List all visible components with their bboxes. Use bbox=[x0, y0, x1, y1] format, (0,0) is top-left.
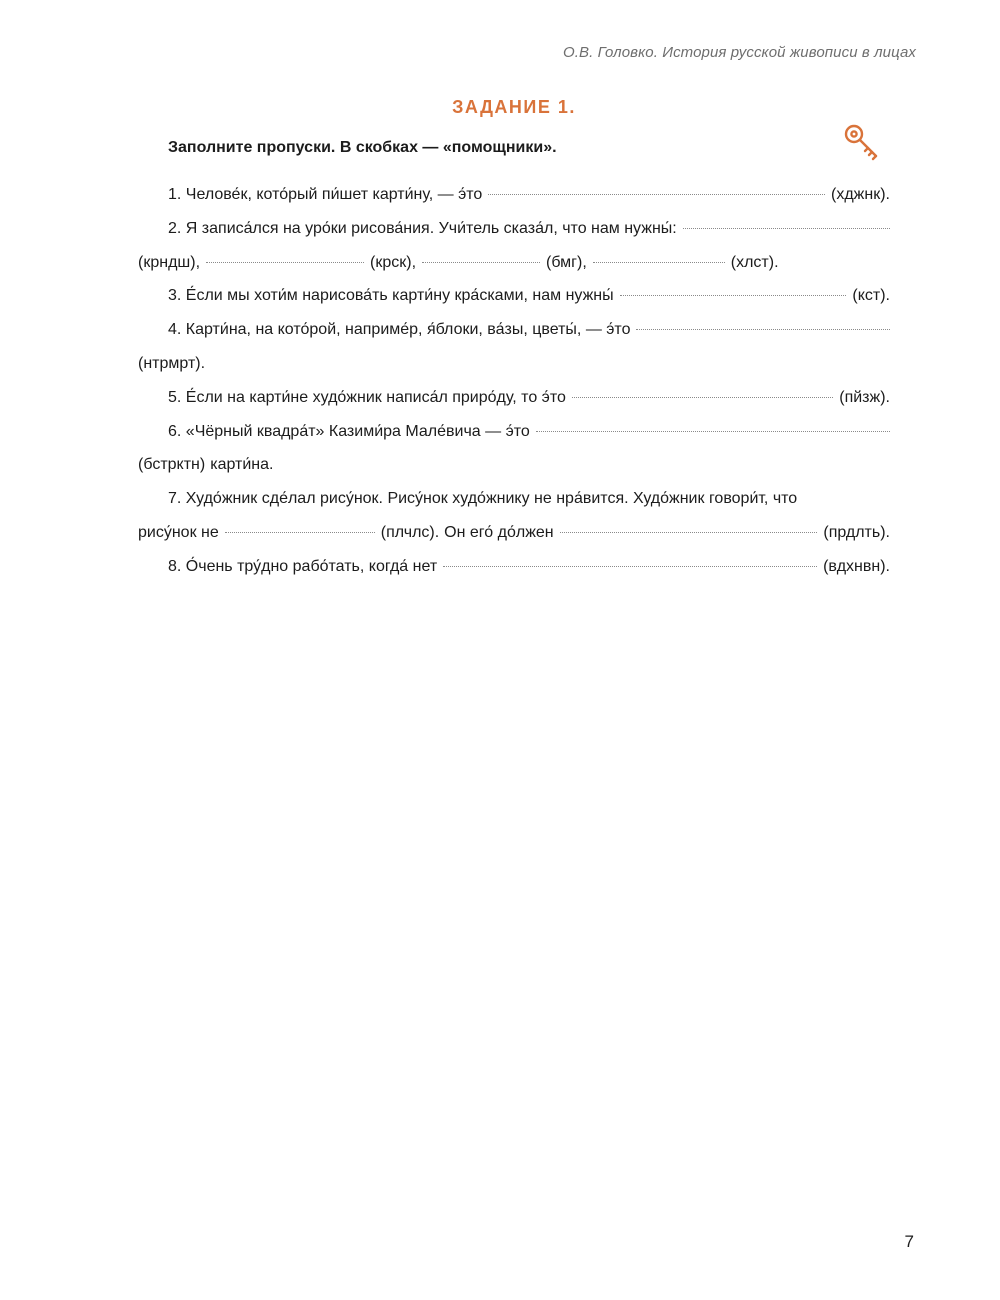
exercise-item-7 bbox=[138, 482, 890, 516]
item-text: 4. Карти́на, на кото́рой, наприме́р, я́блоки, ва́зы, цветы́, — э́то bbox=[168, 321, 631, 339]
answer-blank[interactable] bbox=[225, 532, 375, 533]
exercise-list bbox=[138, 178, 890, 584]
exercise-item-4 bbox=[138, 313, 890, 347]
exercise-item-2-continued bbox=[138, 246, 890, 280]
hint-text: (нтрмрт). bbox=[138, 354, 206, 372]
task-title: ЗАДАНИЕ 1. bbox=[452, 97, 576, 117]
exercise-item-8 bbox=[138, 550, 890, 584]
page-number: 7 bbox=[904, 1232, 914, 1251]
hint-text: (бстрктн) bbox=[138, 456, 206, 474]
answer-blank[interactable] bbox=[206, 262, 364, 263]
item-text: 1. Челове́к, кото́рый пи́шет карти́ну, — э́то bbox=[168, 186, 483, 203]
task-instruction: Заполните пропуски. В скобках — «помощники». bbox=[168, 139, 557, 156]
exercise-item-7-continued bbox=[138, 516, 890, 550]
exercise-item-3 bbox=[138, 279, 890, 313]
hint-text: (прдлть). bbox=[823, 523, 890, 541]
hint-text: (вдхнвн). bbox=[823, 557, 890, 575]
item-text: 2. Я записа́лся на уро́ки рисова́ния. Учи́тель сказа́л, что нам нужны́: bbox=[168, 219, 677, 237]
hint-text: (пйзж). bbox=[839, 388, 890, 406]
exercise-item-1 bbox=[138, 178, 890, 212]
hint-text: (бмг), bbox=[546, 253, 587, 271]
answer-blank[interactable] bbox=[443, 566, 817, 567]
item-text: 8. О́чень тру́дно рабо́тать, когда́ нет bbox=[168, 557, 438, 575]
exercise-item-6 bbox=[138, 415, 890, 449]
answer-blank[interactable] bbox=[560, 532, 818, 533]
answer-blank[interactable] bbox=[572, 397, 833, 398]
hint-text: (хджнк). bbox=[831, 186, 890, 203]
exercise-item-4-continued bbox=[138, 347, 890, 381]
hint-text: (крск), bbox=[370, 253, 417, 271]
item-text: 3. Е́сли мы хоти́м нарисова́ть карти́ну кра́сками, нам нужны́ bbox=[168, 287, 614, 305]
exercise-item-2 bbox=[138, 212, 890, 246]
answer-blank[interactable] bbox=[593, 262, 725, 263]
item-text: 7. Худо́жник сде́лал рису́нок. Рису́нок худо́жнику не нра́вится. Худо́жник говори́т, что bbox=[168, 490, 798, 508]
answer-blank[interactable] bbox=[422, 262, 540, 263]
item-text: рису́нок не bbox=[138, 523, 219, 541]
exercise-item-5 bbox=[138, 381, 890, 415]
answer-blank[interactable] bbox=[536, 431, 890, 432]
item-text: карти́на. bbox=[210, 456, 274, 474]
item-text: Он его́ до́лжен bbox=[444, 523, 554, 541]
running-header: О.В. Головко. История русской живописи в лицах bbox=[562, 44, 916, 61]
hint-text: (кст). bbox=[852, 287, 890, 305]
answer-blank[interactable] bbox=[636, 329, 890, 330]
answer-blank[interactable] bbox=[488, 194, 825, 195]
exercise-item-6-continued bbox=[138, 448, 890, 482]
hint-text: (крндш), bbox=[138, 253, 201, 271]
hint-text: (плчлс). bbox=[380, 523, 440, 541]
hint-text: (хлст). bbox=[730, 253, 779, 271]
key-icon bbox=[842, 122, 882, 162]
item-text: 5. Е́сли на карти́не худо́жник написа́л приро́ду, то э́то bbox=[168, 388, 566, 406]
answer-blank[interactable] bbox=[683, 228, 890, 229]
answer-blank[interactable] bbox=[620, 295, 847, 296]
item-text: 6. «Чёрный квадра́т» Казими́ра Мале́вича — э́то bbox=[168, 422, 530, 440]
